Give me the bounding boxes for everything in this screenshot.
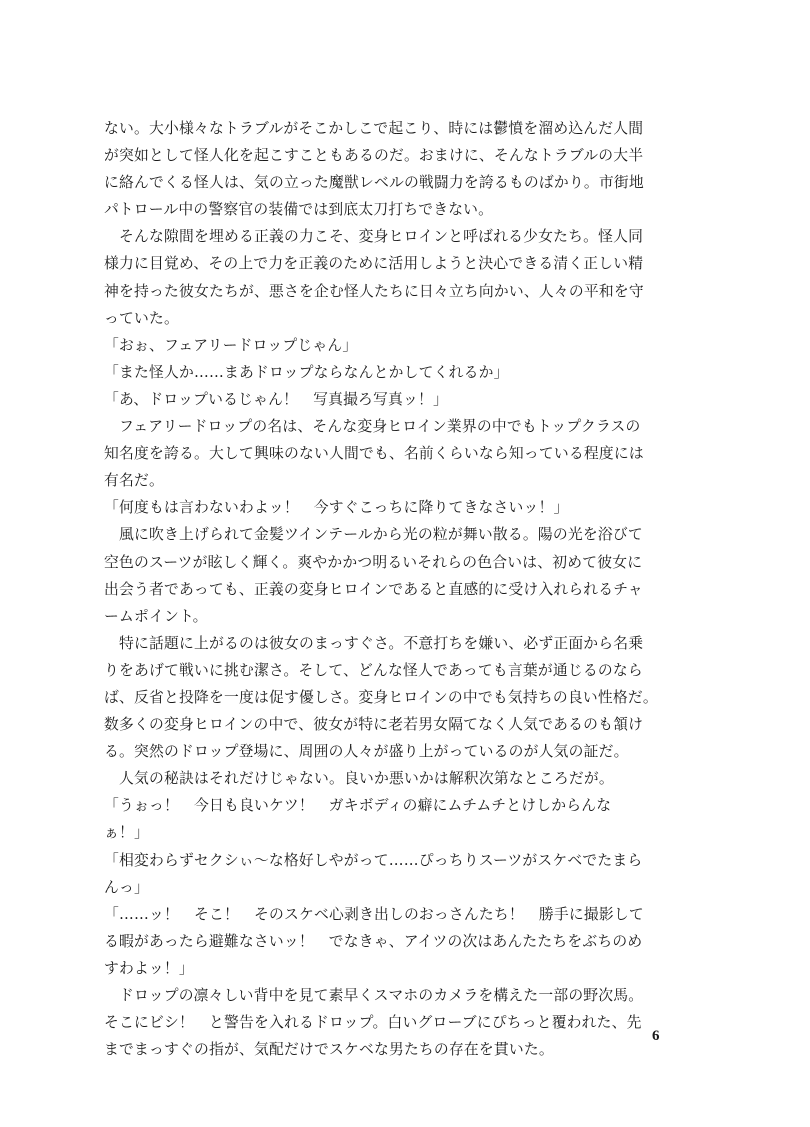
text-line: フェアリードロップの名は、そんな変身ヒロイン業界の中でもトップクラスの: [104, 418, 641, 436]
text-line: 神を持った彼女たちが、悪さを企む怪人たちに日々立ち向かい、人々の平和を守: [104, 282, 644, 300]
text-line: ぁ！」: [104, 824, 149, 842]
text-line: に絡んでくる怪人は、気の立った魔獣レベルの戦闘力を誇るものばかり。市街地: [104, 174, 644, 192]
text-line: ドロップの凛々しい背中を見て素早くスマホのカメラを構えた一部の野次馬。: [104, 987, 644, 1004]
text-line: 様力に目覚め、その上で力を正義のために活用しようと決心できる清く正しい精: [104, 255, 644, 273]
text-line: る。突然のドロップ登場に、周囲の人々が盛り上がっているのが人気の証だ。: [104, 743, 629, 761]
text-line: ない。大小様々なトラブルがそこかしこで起こり、時には鬱憤を溜め込んだ人間: [104, 120, 644, 137]
text-line: っていた。: [104, 309, 179, 327]
text-line: そんな隙間を埋める正義の力こそ、変身ヒロインと呼ばれる少女たち。怪人同: [104, 228, 644, 246]
text-line: 「相変わらずセクシぃ〜な格好しやがって……ぴっちりスーツがスケベでたまら: [104, 851, 643, 869]
text-line: 知名度を誇る。大して興味のない人間でも、名前くらいなら知っている程度には: [104, 445, 644, 463]
text-line: 数多くの変身ヒロインの中で、彼女が特に老若男女隔てなく人気であるのも頷け: [104, 716, 644, 734]
text-line: 風に吹き上げられて金髪ツインテールから光の粒が舞い散る。陽の光を浴びて: [104, 526, 643, 544]
text-line: んっ」: [104, 878, 149, 896]
text-line: 特に話題に上がるのは彼女のまっすぐさ。不意打ちを嫌い、必ず正面から名乗: [104, 634, 644, 652]
text-line: 出会う者であっても、正義の変身ヒロインであると直感的に受け入れられるチャ: [104, 580, 643, 598]
body-text: [104, 115, 669, 1063]
text-line: ば、反省と投降を一度は促す優しさ。変身ヒロインの中でも気持ちの良い性格だ。: [104, 688, 658, 706]
text-line: 「何度もは言わないわよッ！ 今すぐこっちに降りてきなさいッ！」: [104, 499, 569, 517]
text-line: そこにビシ！ と警告を入れるドロップ。白いグローブにぴちっと覆われた、先: [104, 1014, 642, 1032]
text-line: ームポイント。: [104, 607, 208, 625]
text-line: 有名だ。: [104, 472, 164, 490]
text-line: る暇があったら避難なさいッ！ でなきゃ、アイツの次はあんたたちをぶちのめ: [104, 932, 643, 950]
text-line: 「おぉ、フェアリードロップじゃん」: [104, 336, 358, 354]
text-line: 人気の秘訣はそれだけじゃない。良いか悪いかは解釈次第なところだが。: [104, 770, 614, 788]
text-line: 空色のスーツが眩しく輝く。爽やかかつ明るいそれらの色合いは、初めて彼女に: [104, 553, 643, 571]
text-line: までまっすぐの指が、気配だけでスケベな男たちの存在を貫いた。: [104, 1041, 554, 1059]
text-line: 「あ、ドロップいるじゃん！ 写真撮ろ写真ッ！」: [104, 390, 449, 408]
page-number: 6: [652, 1028, 660, 1044]
text-line: 「うぉっ！ 今日も良いケツ！ ガキボディの癖にムチムチとけしからんな: [104, 797, 612, 815]
text-line: すわよッ！」: [104, 959, 194, 977]
text-line: りをあげて戦いに挑む潔さ。そして、どんな怪人であっても言葉が通じるのなら: [104, 661, 643, 679]
text-line: パトロール中の警察官の装備では到底太刀打ちできない。: [104, 201, 494, 219]
text-line: が突如として怪人化を起こすこともあるのだ。おまけに、そんなトラブルの大半: [104, 147, 644, 165]
text-line: 「……ッ！ そこ！ そのスケベ心剥き出しのおっさんたち！ 勝手に撮影して: [104, 905, 644, 923]
text-line: 「また怪人か……まあドロップならなんとかしてくれるか」: [104, 363, 509, 381]
